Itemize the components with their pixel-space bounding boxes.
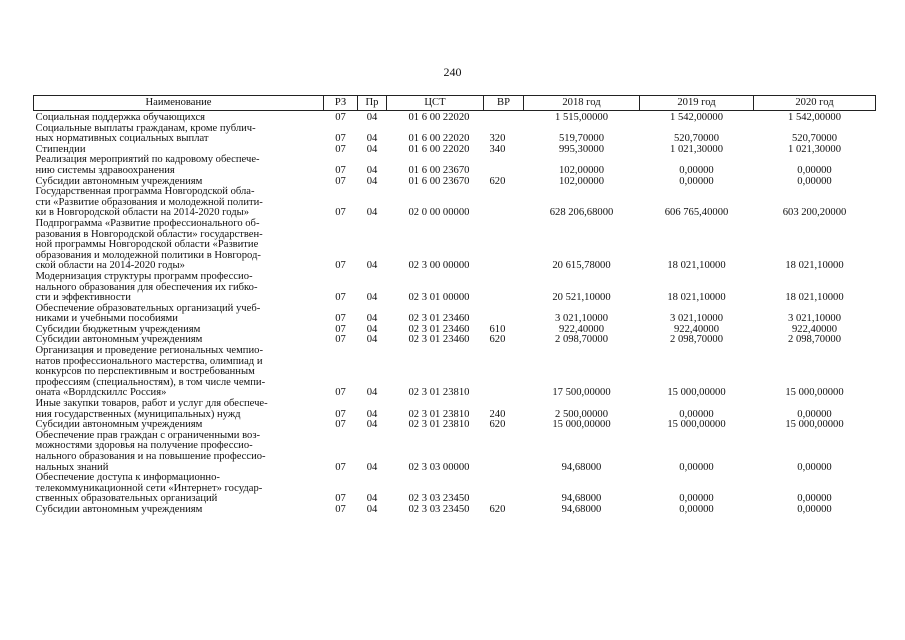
budget-table [33,95,876,516]
row-value-2020: 1 021,30000 [788,143,841,155]
row-value-2020: 0,00000 [797,461,832,473]
row-vr [484,473,524,505]
row-value-2020: 15 000,00000 [785,419,844,431]
row-pr: 04 [366,408,378,420]
row-rz: 07 [335,143,346,155]
column-header-vr: ВР [484,96,524,111]
row-pr: 04 [366,503,378,515]
row-rz: 07 [335,207,346,219]
row-value-2018: 995,30000 [558,143,605,155]
row-cst: 01 6 00 23670 [408,164,470,176]
column-header-2018: 2018 год [524,96,640,111]
row-cst: 02 0 00 00000 [408,207,470,219]
table-row [34,111,876,124]
row-value-2018: 922,40000 [558,323,605,335]
row-vr: 320 [489,133,506,145]
row-name: Государственная программа Новгородской обла- сти «Развитие образования и молодежной полити- ки в Новгородской области на 2014-2020 годы» [35,186,263,219]
row-value-2018: 20 521,10000 [552,292,611,304]
row-cst: 02 3 01 00000 [408,292,470,304]
row-cst: 02 3 00 00000 [408,260,470,272]
row-value-2019: 606 765,40000 [664,207,729,219]
row-pr: 04 [366,334,378,346]
row-vr [484,346,524,399]
column-header-pr: Пр [358,96,387,111]
row-value-2020: 0,00000 [797,164,832,176]
row-pr: 04 [366,143,378,155]
table-row [34,346,876,399]
row-value-2019: 15 000,00000 [667,419,726,431]
row-vr [484,111,524,124]
table-header [34,96,876,111]
page-number: 240 [443,65,462,79]
row-value-2019: 1 542,00000 [670,112,723,123]
row-value-2020: 15 000,00000 [785,387,844,399]
row-value-2018: 17 500,00000 [552,387,611,399]
row-value-2020: 18 021,10000 [785,260,844,272]
row-pr: 04 [366,164,378,176]
row-value-2018: 519,70000 [558,133,605,145]
row-cst: 02 3 01 23460 [408,334,470,346]
table-row [34,219,876,272]
row-rz: 07 [335,493,346,505]
row-value-2018: 20 615,78000 [552,260,611,272]
row-rz: 07 [335,334,346,346]
row-name: Обеспечение образовательных организаций учеб- никами и учебными пособиями [35,302,261,325]
row-vr: 620 [489,503,506,515]
row-cst: 02 3 01 23810 [408,387,470,399]
column-header-2019: 2019 год [640,96,754,111]
row-vr: 340 [489,143,506,155]
table-row [34,155,876,176]
row-value-2018: 3 021,10000 [555,313,608,325]
column-header-cst: ЦСТ [387,96,484,111]
column-header-name: Наименование [34,96,324,111]
row-pr: 04 [366,112,378,123]
row-value-2020: 2 098,70000 [788,334,841,346]
row-vr: 610 [489,323,506,335]
row-cst: 01 6 00 22020 [408,133,470,145]
row-value-2020: 0,00000 [797,175,832,187]
row-cst: 02 3 01 23460 [408,323,470,335]
row-pr: 04 [366,260,378,272]
row-vr [484,272,524,304]
row-pr: 04 [366,207,378,219]
row-value-2018: 15 000,00000 [552,419,611,431]
row-value-2018: 94,68000 [561,493,602,505]
table-row [34,124,876,145]
row-vr [484,155,524,176]
row-name: Субсидии автономным учреждениям [35,334,203,346]
row-value-2018: 1 515,00000 [555,112,608,123]
row-value-2020: 0,00000 [797,408,832,420]
row-pr: 04 [366,493,378,505]
table-row [34,431,876,473]
row-rz: 07 [335,260,346,272]
row-value-2019: 0,00000 [679,408,714,420]
row-cst: 02 3 01 23810 [408,408,470,420]
row-vr: 620 [489,334,506,346]
row-rz: 07 [335,461,346,473]
row-value-2019: 18 021,10000 [667,260,726,272]
row-name: Субсидии автономным учреждениям [35,503,203,515]
table-row [34,187,876,219]
row-value-2018: 94,68000 [561,503,602,515]
row-vr [484,304,524,325]
row-value-2019: 922,40000 [673,323,720,335]
row-value-2019: 0,00000 [679,164,714,176]
row-value-2020: 18 021,10000 [785,292,844,304]
row-value-2018: 102,00000 [558,164,605,176]
row-pr: 04 [366,419,378,431]
row-name: Субсидии автономным учреждениям [35,419,203,431]
row-cst: 02 3 01 23460 [408,313,470,325]
row-value-2019: 0,00000 [679,503,714,515]
row-vr: 240 [489,408,506,420]
row-name: Субсидии автономным учреждениям [35,175,203,187]
row-rz: 07 [335,503,346,515]
row-rz: 07 [335,313,346,325]
row-cst: 01 6 00 22020 [408,112,470,123]
row-pr: 04 [366,387,378,399]
table-row [34,272,876,304]
row-value-2018: 102,00000 [558,175,605,187]
row-pr: 04 [366,292,378,304]
row-rz: 07 [335,133,346,145]
row-vr: 620 [489,419,506,431]
table-body [34,111,876,516]
row-cst: 02 3 03 23450 [408,503,470,515]
row-rz: 07 [335,419,346,431]
row-vr [484,187,524,219]
row-value-2020: 0,00000 [797,493,832,505]
row-name: Иные закупки товаров, работ и услуг для обеспече- ния государственных (муниципальных) нужд [35,398,268,420]
row-value-2020: 603 200,20000 [782,207,847,219]
row-value-2019: 0,00000 [679,461,714,473]
row-value-2020: 1 542,00000 [788,112,841,123]
row-name: Субсидии бюджетным учреждениям [35,323,201,335]
row-vr [484,431,524,473]
row-value-2020: 520,70000 [791,133,838,145]
table-row [34,505,876,516]
row-pr: 04 [366,323,378,335]
table-row [34,304,876,325]
row-vr [484,219,524,272]
row-value-2018: 94,68000 [561,461,602,473]
column-header-rz: РЗ [324,96,358,111]
row-value-2018: 2 500,00000 [555,408,608,420]
row-pr: 04 [366,461,378,473]
row-name: Организация и проведение региональных чемпио- натов профессионального мастерства, олимпиад и конкурсов по перспективным и востребованным профессиям (специальностям), в том числе чемпи- оната «Ворлдскиллс Россия» [35,345,266,399]
row-value-2019: 15 000,00000 [667,387,726,399]
row-cst: 02 3 01 23810 [408,419,470,431]
row-rz: 07 [335,387,346,399]
row-name: Модернизация структуры программ профессио- нального образования для обеспечения их гибко- сти и эффективности [35,270,258,304]
row-name: Социальная поддержка обучающихся [35,112,206,123]
row-name: Обеспечение прав граждан с ограниченными воз- можностями здоровья на получение профессио- нального образования и на повышение профессио- нальных знаний [35,429,266,473]
row-rz: 07 [335,323,346,335]
row-value-2019: 3 021,10000 [670,313,723,325]
row-rz: 07 [335,292,346,304]
table-row [34,399,876,420]
row-value-2019: 520,70000 [673,133,720,145]
row-value-2019: 18 021,10000 [667,292,726,304]
row-value-2019: 2 098,70000 [670,334,723,346]
row-pr: 04 [366,175,378,187]
row-vr: 620 [489,175,506,187]
row-cst: 02 3 03 00000 [408,461,470,473]
row-rz: 07 [335,175,346,187]
row-name: Реализация мероприятий по кадровому обеспече- нию системы здравоохранения [35,154,260,176]
row-name: Социальные выплаты гражданам, кроме публич- ных нормативных социальных выплат [35,122,256,145]
row-cst: 01 6 00 23670 [408,175,470,187]
column-header-2020: 2020 год [754,96,876,111]
row-value-2018: 628 206,68000 [549,207,614,219]
row-value-2019: 0,00000 [679,493,714,505]
row-cst: 02 3 03 23450 [408,493,470,505]
row-name: Обеспечение доступа к информационно- телекоммуникационной сети «Интернет» государ- ственных образовательных организаций [35,472,263,505]
table-row [34,473,876,505]
row-name: Подпрограмма «Развитие профессионального об- разования в Новгородской области» государствен- ной программы Новгородской области «Развитие образования и молодежной политики в Новгород- ской области на 2014-2020 годы» [35,217,263,272]
row-rz: 07 [335,112,346,123]
row-cst: 01 6 00 22020 [408,143,470,155]
row-value-2019: 1 021,30000 [670,143,723,155]
row-rz: 07 [335,408,346,420]
row-pr: 04 [366,313,378,325]
row-rz: 07 [335,164,346,176]
row-value-2020: 3 021,10000 [788,313,841,325]
row-value-2020: 922,40000 [791,323,838,335]
row-value-2020: 0,00000 [797,503,832,515]
row-pr: 04 [366,133,378,145]
row-value-2018: 2 098,70000 [555,334,608,346]
row-name: Стипендии [35,143,86,155]
row-value-2019: 0,00000 [679,175,714,187]
